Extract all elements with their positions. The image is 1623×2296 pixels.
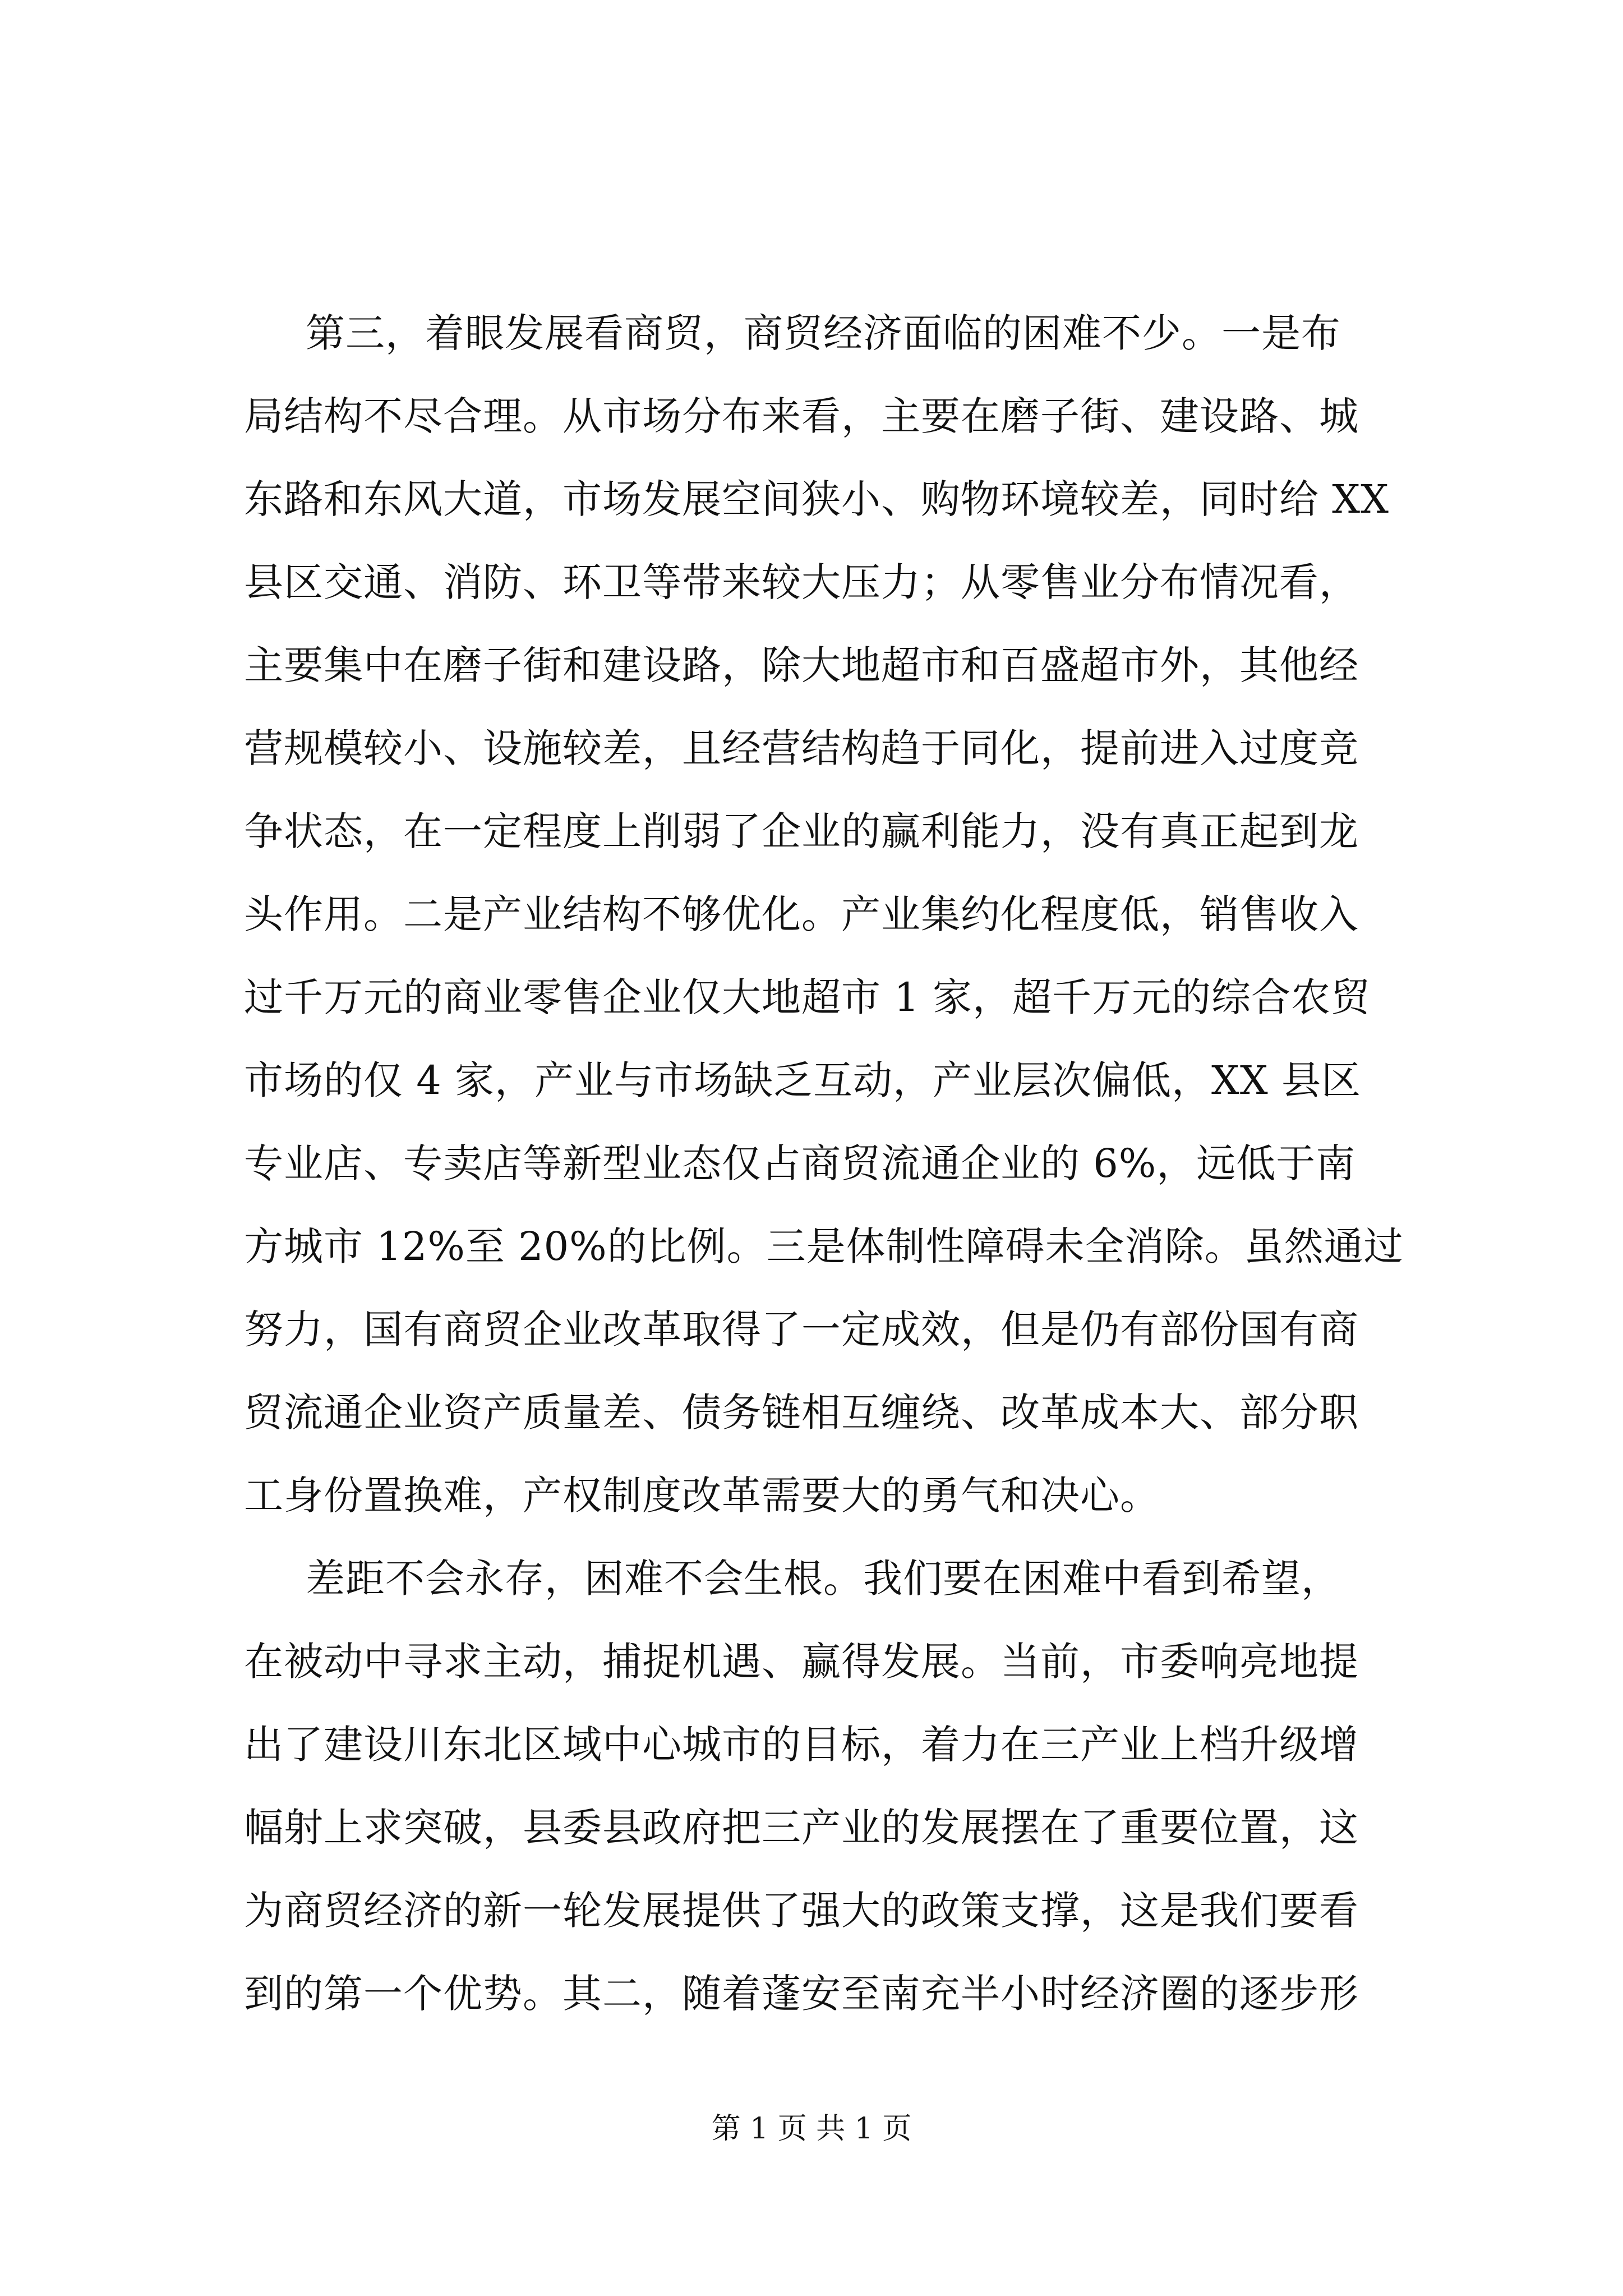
text-line: 专业店、专卖店等新型业态仅占商贸流通企业的 6%，远低于南	[244, 1140, 1356, 1186]
text-line: 贸流通企业资产质量差、债务链相互缠绕、改革成本大、部分职	[244, 1389, 1359, 1435]
text-line: 争状态，在一定程度上削弱了企业的赢利能力，没有真正起到龙	[244, 808, 1359, 854]
text-line: 主要集中在磨子街和建设路，除大地超市和百盛超市外，其他经	[244, 642, 1359, 688]
document-body	[244, 292, 1422, 2035]
page-footer	[0, 2109, 1623, 2148]
text-line: 县区交通、消防、环卫等带来较大压力；从零售业分布情况看，	[244, 559, 1359, 605]
text-line: 头作用。二是产业结构不够优化。产业集约化程度低，销售收入	[244, 891, 1359, 937]
text-line: 工身份置换难，产权制度改革需要大的勇气和决心。	[244, 1473, 1160, 1519]
text-line: 第三，着眼发展看商贸，商贸经济面临的困难不少。一是布	[306, 310, 1341, 356]
text-line: 市场的仅 4 家，产业与市场缺乏互动，产业层次偏低，XX 县区	[244, 1057, 1361, 1103]
text-line: 东路和东风大道，市场发展空间狭小、购物环境较差，同时给 XX	[244, 476, 1389, 522]
text-line: 在被动中寻求主动，捕捉机遇、赢得发展。当前，市委响亮地提	[244, 1639, 1359, 1685]
text-line: 幅射上求突破，县委县政府把三产业的发展摆在了重要位置，这	[244, 1805, 1359, 1851]
text-line: 到的第一个优势。其二，随着蓬安至南充半小时经济圈的逐步形	[244, 1971, 1359, 2017]
text-line: 为商贸经济的新一轮发展提供了强大的政策支撑，这是我们要看	[244, 1888, 1359, 1934]
text-line: 差距不会永存，困难不会生根。我们要在困难中看到希望，	[306, 1556, 1341, 1602]
text-line: 努力，国有商贸企业改革取得了一定成效，但是仍有部份国有商	[244, 1306, 1359, 1352]
page-number-label: 第 1 页 共 1 页	[711, 2112, 912, 2146]
text-line: 方城市 12%至 20%的比例。三是体制性障碍未全消除。虽然通过	[244, 1223, 1404, 1269]
text-line: 营规模较小、设施较差，且经营结构趋于同化，提前进入过度竞	[244, 725, 1359, 771]
text-line: 过千万元的商业零售企业仅大地超市 1 家，超千万元的综合农贸	[244, 974, 1371, 1020]
text-line: 出了建设川东北区域中心城市的目标，着力在三产业上档升级增	[244, 1722, 1359, 1768]
text-line: 局结构不尽合理。从市场分布来看，主要在磨子街、建设路、城	[244, 393, 1359, 439]
